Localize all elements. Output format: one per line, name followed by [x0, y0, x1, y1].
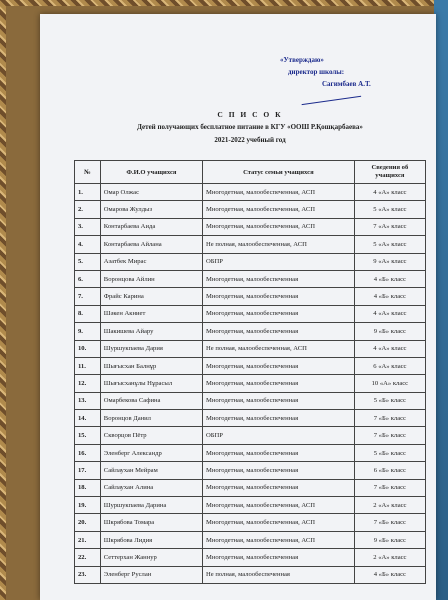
student-class: 2 «А» класс: [354, 549, 425, 566]
row-number: 22.: [75, 549, 101, 566]
row-number: 1.: [75, 184, 101, 201]
family-status: ОБПР: [202, 253, 354, 270]
table-row: [75, 549, 426, 566]
table-row: [75, 236, 426, 253]
approval-line-2: директор школы:: [288, 68, 345, 76]
family-status: Многодетная, малообеспеченная: [202, 392, 354, 409]
row-number: 17.: [75, 462, 101, 479]
row-number: 18.: [75, 479, 101, 496]
table-row: [75, 497, 426, 514]
family-status: Многодетная, малообеспеченная, АСП: [202, 514, 354, 531]
table-row: [75, 218, 426, 235]
row-number: 20.: [75, 514, 101, 531]
student-name: Сеттерхан Жаннур: [100, 549, 202, 566]
table-header-row: [75, 161, 426, 184]
table-row: [75, 323, 426, 340]
family-status: Не полная, малообеспеченная: [202, 566, 354, 583]
table-row: [75, 444, 426, 461]
student-name: Воронцов Данил: [100, 410, 202, 427]
row-number: 4.: [75, 236, 101, 253]
row-number: 12.: [75, 375, 101, 392]
student-class: 2 «А» класс: [354, 497, 425, 514]
student-class: 4 «Б» класс: [354, 270, 425, 287]
student-class: 5 «Б» класс: [354, 444, 425, 461]
family-status: Многодетная, малообеспеченная: [202, 410, 354, 427]
document-heading: [100, 108, 400, 147]
student-name: Шкрябова Лидия: [100, 531, 202, 548]
table-row: [75, 305, 426, 322]
family-status: Многодетная, малообеспеченная: [202, 479, 354, 496]
student-class: 7 «Б» класс: [354, 410, 425, 427]
family-status: Многодетная, малообеспеченная: [202, 444, 354, 461]
table-row: [75, 566, 426, 583]
student-name: Шуршукпаева Дарина: [100, 497, 202, 514]
row-number: 10.: [75, 340, 101, 357]
header-class: Сведения об учащихся: [354, 161, 425, 184]
row-number: 2.: [75, 201, 101, 218]
document-subtitle: Детей получающих бесплатное питание в КГУ «ООШ Р.Қошқарбаева»: [137, 123, 363, 131]
student-class: 7 «Б» класс: [354, 514, 425, 531]
header-status: Статус семьи учащихся: [202, 161, 354, 184]
family-status: Многодетная, малообеспеченная: [202, 375, 354, 392]
row-number: 23.: [75, 566, 101, 583]
table-row: [75, 531, 426, 548]
student-class: 6 «А» класс: [354, 357, 425, 374]
student-name: Шығысхан Балнұр: [100, 357, 202, 374]
row-number: 3.: [75, 218, 101, 235]
header-number: №: [75, 161, 101, 184]
student-class: 9 «Б» класс: [354, 323, 425, 340]
student-class: 7 «А» класс: [354, 218, 425, 235]
student-name: Контарбаева Аида: [100, 218, 202, 235]
row-number: 6.: [75, 270, 101, 287]
family-status: ОБПР: [202, 427, 354, 444]
wall-edge: [434, 0, 448, 600]
family-status: Многодетная, малообеспеченная, АСП: [202, 531, 354, 548]
row-number: 8.: [75, 305, 101, 322]
family-status: Многодетная, малообеспеченная: [202, 357, 354, 374]
family-status: Многодетная, малообеспеченная: [202, 323, 354, 340]
student-name: Сайлаухан Алина: [100, 479, 202, 496]
row-number: 13.: [75, 392, 101, 409]
family-status: Не полная, малообеспеченная, АСП: [202, 340, 354, 357]
student-name: Омарбекова Сафина: [100, 392, 202, 409]
student-class: 7 «Б» класс: [354, 427, 425, 444]
student-class: 4 «Б» класс: [354, 566, 425, 583]
student-class: 7 «Б» класс: [354, 479, 425, 496]
table-row: [75, 410, 426, 427]
table-row: [75, 375, 426, 392]
row-number: 14.: [75, 410, 101, 427]
document-title: С П И С О К: [217, 110, 283, 119]
table-row: [75, 479, 426, 496]
family-status: Многодетная, малообеспеченная, АСП: [202, 184, 354, 201]
student-class: 4 «А» класс: [354, 305, 425, 322]
student-class: 5 «Б» класс: [354, 392, 425, 409]
student-name: Контарбаева Айлана: [100, 236, 202, 253]
student-name: Сайлаухан Мейрам: [100, 462, 202, 479]
family-status: Многодетная, малообеспеченная: [202, 305, 354, 322]
table-row: [75, 288, 426, 305]
header-name: Ф.И.О учащихся: [100, 161, 202, 184]
table-row: [75, 201, 426, 218]
row-number: 15.: [75, 427, 101, 444]
student-class: 5 «А» класс: [354, 201, 425, 218]
student-name: Фрайс Карина: [100, 288, 202, 305]
student-name: Азатбек Мирас: [100, 253, 202, 270]
student-name: Эленберг Александр: [100, 444, 202, 461]
table-row: [75, 427, 426, 444]
student-class: 9 «Б» класс: [354, 531, 425, 548]
student-class: 10 «А» класс: [354, 375, 425, 392]
student-name: Скворцов Пётр: [100, 427, 202, 444]
student-name: Шкрябова Томара: [100, 514, 202, 531]
student-name: Шуршукпаева Дария: [100, 340, 202, 357]
family-status: Многодетная, малообеспеченная: [202, 462, 354, 479]
row-number: 19.: [75, 497, 101, 514]
student-class: 4 «А» класс: [354, 184, 425, 201]
family-status: Многодетная, малообеспеченная: [202, 270, 354, 287]
student-class: 4 «А» класс: [354, 340, 425, 357]
student-class: 4 «Б» класс: [354, 288, 425, 305]
family-status: Не полная, малообеспеченная, АСП: [202, 236, 354, 253]
table-row: [75, 514, 426, 531]
approval-line-3: Сагимбаев А.Т.: [322, 80, 371, 88]
table-row: [75, 253, 426, 270]
table-row: [75, 392, 426, 409]
row-number: 5.: [75, 253, 101, 270]
students-table: [74, 160, 426, 584]
student-name: Омарова Жулдыз: [100, 201, 202, 218]
family-status: Многодетная, малообеспеченная: [202, 288, 354, 305]
student-name: Воронцова Айлин: [100, 270, 202, 287]
student-class: 6 «Б» класс: [354, 462, 425, 479]
row-number: 7.: [75, 288, 101, 305]
table-row: [75, 184, 426, 201]
student-name: Шакишева Айару: [100, 323, 202, 340]
row-number: 9.: [75, 323, 101, 340]
family-status: Многодетная, малообеспеченная, АСП: [202, 218, 354, 235]
family-status: Многодетная, малообеспеченная, АСП: [202, 201, 354, 218]
student-name: Шығысханұлы Нұрасыл: [100, 375, 202, 392]
row-number: 21.: [75, 531, 101, 548]
row-number: 11.: [75, 357, 101, 374]
student-name: Эленберг Руслан: [100, 566, 202, 583]
approval-line-1: «Утверждаю»: [280, 56, 324, 64]
table-row: [75, 357, 426, 374]
table-row: [75, 462, 426, 479]
row-number: 16.: [75, 444, 101, 461]
student-class: 9 «А» класс: [354, 253, 425, 270]
family-status: Многодетная, малообеспеченная, АСП: [202, 497, 354, 514]
school-year: 2021-2022 учебный год: [214, 136, 286, 144]
student-name: Омар Олжас: [100, 184, 202, 201]
table-row: [75, 340, 426, 357]
student-name: Шәкен Акниет: [100, 305, 202, 322]
student-class: 5 «А» класс: [354, 236, 425, 253]
family-status: Многодетная, малообеспеченная: [202, 549, 354, 566]
table-row: [75, 270, 426, 287]
